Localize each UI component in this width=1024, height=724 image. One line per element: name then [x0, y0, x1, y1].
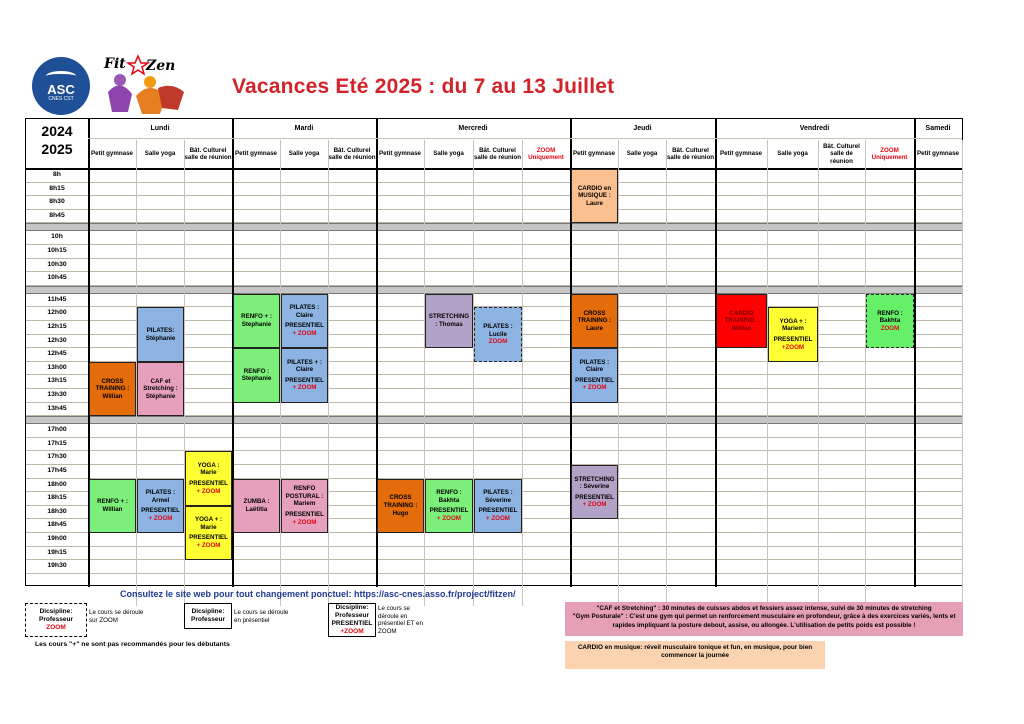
event-zoom-tag: + ZOOM	[437, 514, 461, 522]
event-mode: PRESENTIEL	[773, 336, 813, 344]
class-event[interactable]	[425, 479, 473, 533]
class-event[interactable]	[866, 294, 914, 348]
year-end: 2025	[41, 141, 73, 157]
grid-column-line	[818, 140, 819, 606]
event-mode: PRESENTIEL	[285, 511, 324, 519]
event-teacher: Willian	[102, 505, 123, 513]
event-zoom-tag: ZOOM	[880, 324, 900, 332]
event-teacher: Hugo	[392, 509, 409, 517]
event-discipline: RENFO POSTURAL :	[285, 485, 324, 500]
year-start: 2024	[41, 123, 73, 139]
class-event[interactable]	[233, 294, 280, 348]
time-label: 17h30	[47, 453, 67, 461]
event-zoom-tag: + ZOOM	[292, 330, 317, 338]
grid-column-line	[962, 140, 963, 606]
room-header: Bât. Culturel salle de réunion	[473, 146, 522, 161]
legend-both-title: Dicsipline: Professeur PRESENTIEL	[331, 604, 373, 627]
website-link[interactable]: Consultez le site web pour tout changement ponctuel: https://asc-cnes.asso.fr/project/fitzen/	[120, 589, 516, 599]
event-teacher: Stephanie	[241, 375, 272, 383]
grid-column-line	[473, 140, 474, 606]
time-gap-separator	[26, 223, 962, 231]
year-label	[26, 122, 88, 158]
time-label: 19h15	[47, 548, 67, 556]
time-label: 8h15	[49, 184, 65, 192]
legend-both-tag: +ZOOM	[340, 628, 364, 635]
day-header-jeudi: Jeudi	[570, 119, 715, 139]
legend-zoom-title: Dicsipline: Professeur	[39, 608, 73, 623]
asc-logo-subtext: CNES CST	[48, 95, 74, 102]
event-discipline: CROSS TRAINING :	[577, 309, 612, 325]
event-zoom-tag: + ZOOM	[292, 518, 317, 526]
time-label: 17h15	[47, 439, 67, 447]
class-event[interactable]	[233, 479, 280, 533]
info-cardio: CARDIO en musique: réveil musculaire tonique et fun, en musique, pour bien commencer la journée	[565, 641, 825, 669]
grid-row-line	[26, 573, 962, 574]
event-teacher: Stéphanie	[145, 334, 176, 342]
event-discipline: ZUMBA :	[243, 498, 270, 506]
class-event[interactable]	[474, 479, 522, 533]
time-label: 18h00	[47, 480, 67, 488]
time-label: 10h	[51, 233, 63, 241]
event-teacher: Bakhta	[438, 496, 460, 504]
class-event[interactable]	[571, 465, 618, 519]
grid-column-line	[865, 140, 866, 606]
event-discipline: YOGA :	[197, 461, 220, 469]
event-zoom-tag: + ZOOM	[486, 514, 510, 522]
room-header: Petit gymnase	[235, 150, 277, 158]
time-label: 13h45	[47, 404, 67, 412]
event-zoom-tag: + ZOOM	[582, 501, 607, 509]
class-event[interactable]	[377, 479, 424, 533]
legend-both-box	[328, 603, 376, 637]
room-header: Salle yoga	[144, 150, 176, 158]
class-event[interactable]	[185, 506, 232, 560]
event-zoom-tag: + ZOOM	[148, 514, 173, 522]
class-event[interactable]	[474, 307, 522, 361]
grid-column-line	[424, 140, 425, 606]
class-event[interactable]	[137, 362, 184, 416]
legend-zoom-desc: Le cours se déroule sur ZOOM	[89, 609, 144, 624]
schedule-grid	[25, 118, 963, 586]
event-teacher: Lucile	[489, 330, 507, 338]
time-label: 10h45	[47, 274, 67, 282]
event-discipline: PILATES :	[289, 304, 320, 312]
room-header: Salle yoga	[288, 150, 320, 158]
time-label: 12h15	[47, 323, 67, 330]
legend-zoom-tag: ZOOM	[46, 624, 66, 631]
class-event[interactable]	[571, 169, 618, 223]
event-discipline: CROSS TRAINING :	[383, 494, 418, 509]
grid-row-line	[26, 182, 962, 183]
room-header: Petit gymnase	[91, 150, 133, 158]
event-mode: PRESENTIEL	[189, 534, 228, 542]
time-label: 13h15	[47, 377, 67, 385]
event-teacher: Marie	[200, 523, 217, 531]
class-event[interactable]	[281, 294, 328, 348]
event-discipline: PILATES + :	[287, 358, 322, 366]
page-title: Vacances Eté 2025 : du 7 au 13 Juillet	[232, 75, 615, 98]
beginner-note: Les cours "+" ne sont pas recommandés pour les débutants	[35, 641, 230, 648]
time-label: 12h30	[47, 336, 67, 344]
grid-row-line	[26, 209, 962, 210]
event-discipline: RENFO + :	[241, 313, 272, 321]
legend-zoom-box	[25, 603, 87, 637]
event-teacher: Laëtitia	[245, 505, 268, 513]
day-header-mercredi: Mercredi	[376, 119, 570, 139]
event-mode: PRESENTIEL	[478, 507, 518, 515]
event-discipline: RENFO :	[436, 489, 462, 497]
class-event[interactable]	[137, 307, 184, 361]
event-teacher: Laure	[586, 199, 603, 207]
fitzen-logo	[98, 52, 188, 116]
room-header: Petit gymnase	[573, 150, 615, 158]
time-label: 18h30	[47, 507, 67, 515]
event-discipline: STRETCHING	[574, 475, 615, 483]
event-teacher: Willian	[102, 392, 123, 400]
room-header: Petit gymnase	[379, 150, 421, 158]
event-mode: PRESENTIEL	[189, 480, 228, 488]
grid-column-line	[618, 140, 619, 606]
event-discipline: RENFO :	[877, 309, 903, 317]
event-teacher: Stéphanie	[145, 392, 176, 400]
plane-icon	[46, 71, 76, 81]
day-header-samedi: Samedi	[914, 119, 962, 139]
event-discipline: RENFO + :	[97, 498, 128, 506]
legend-both-desc: Le cours se déroule en présentiel ET en ZOOM	[378, 605, 423, 635]
event-teacher: Laure	[586, 324, 603, 332]
event-discipline: PILATES :	[483, 489, 513, 497]
grid-row-line	[26, 559, 962, 560]
room-header: Bât. Culturel salle de réunion	[328, 146, 376, 161]
class-event[interactable]	[185, 451, 232, 505]
legend-presentiel-desc: Le cours se déroule en présentiel	[234, 609, 289, 624]
class-event[interactable]	[137, 479, 184, 533]
grid-column-line	[328, 140, 329, 606]
event-teacher: Séverine	[485, 496, 511, 504]
event-zoom-tag: ZOOM	[488, 338, 508, 346]
event-teacher: : Séverine	[579, 483, 610, 491]
grid-row-line	[26, 244, 962, 245]
time-label: 8h	[53, 171, 61, 178]
event-teacher: Mariem	[293, 500, 316, 508]
grid-row-line	[26, 258, 962, 259]
event-zoom-tag: + ZOOM	[292, 384, 317, 392]
event-teacher: Marie	[200, 469, 217, 477]
class-event[interactable]	[425, 294, 473, 348]
room-header: Salle yoga	[626, 150, 658, 158]
day-header-vendredi: Vendredi	[715, 119, 914, 139]
event-teacher: Claire	[295, 366, 314, 374]
event-mode: PRESENTIEL	[429, 507, 469, 515]
event-zoom-tag: + ZOOM	[196, 487, 221, 495]
event-discipline: CAF et Stretching :	[143, 377, 178, 393]
event-discipline: PILATES :	[483, 323, 513, 331]
time-label: 19h30	[47, 562, 67, 570]
time-label: 8h45	[49, 211, 65, 219]
event-zoom-tag: +ZOOM	[781, 343, 805, 351]
room-header: ZOOM Uniquement	[528, 146, 564, 161]
event-mode: PRESENTIEL	[141, 507, 180, 515]
event-discipline: CARDIO TRAINING :	[724, 309, 759, 325]
grid-row-line	[26, 464, 962, 465]
day-header-lundi: Lundi	[88, 119, 232, 139]
legend-presentiel-box	[184, 603, 232, 629]
event-mode: PRESENTIEL	[285, 376, 324, 384]
info-gym: "Gym Posturale" : C'est une gym qui permet un renforcement musculaire en profondeur, grâce à des exercices variés, lents et rapides impliquant la posture debout, assise, ou allongée. L'utilisation de petits poids est possible !	[572, 613, 956, 629]
class-event[interactable]	[716, 294, 767, 348]
time-label: 19h00	[47, 535, 67, 542]
room-header: ZOOM Uniquement	[871, 146, 908, 161]
class-event[interactable]	[571, 348, 618, 402]
time-label: 18h45	[47, 521, 67, 529]
event-teacher: : Thomas	[435, 320, 463, 328]
info-caf-gym	[565, 602, 963, 636]
grid-row-line	[26, 437, 962, 438]
room-header: Petit gymnase	[917, 150, 959, 158]
event-discipline: YOGA + :	[779, 317, 807, 325]
time-label: 10h15	[47, 247, 67, 254]
event-teacher: Willian	[731, 324, 752, 332]
grid-column-line	[767, 140, 768, 606]
event-teacher: Claire	[295, 311, 314, 319]
time-gap-separator	[26, 416, 962, 424]
event-discipline: PILATES :	[145, 489, 176, 497]
room-header: Bât. Culturel salle de réunion	[823, 142, 860, 165]
grid-row-line	[26, 450, 962, 451]
room-header: Bât. Culturel salle de réunion	[666, 146, 715, 161]
asc-logo-text: ASC	[47, 81, 75, 97]
time-label: 13h30	[47, 391, 67, 398]
event-mode: PRESENTIEL	[575, 376, 614, 384]
time-label: 8h30	[49, 198, 65, 206]
grid-column-line	[522, 140, 523, 606]
time-label: 17h00	[47, 426, 67, 434]
event-teacher: Claire	[585, 366, 604, 374]
grid-row-line	[26, 546, 962, 547]
time-label: 18h15	[47, 494, 67, 502]
grid-row-line	[26, 271, 962, 272]
class-event[interactable]	[89, 479, 136, 533]
event-discipline: STRETCHING	[428, 313, 470, 321]
event-teacher: Stephanie	[241, 320, 272, 328]
grid-column-line	[914, 119, 916, 587]
svg-text:Fit: Fit	[104, 56, 126, 72]
event-discipline: YOGA + :	[194, 516, 223, 524]
day-header-mardi: Mardi	[232, 119, 376, 139]
time-label: 17h45	[47, 467, 67, 474]
info-caf: "CAF et Stretching" : 30 minutes de cuisses abdos et fessiers assez intense, suivi de 30 minutes de stretching	[596, 605, 932, 612]
event-discipline: PILATES :	[579, 358, 610, 366]
event-teacher: Mariem	[782, 325, 804, 333]
event-zoom-tag: + ZOOM	[196, 542, 221, 550]
class-event[interactable]	[768, 307, 818, 361]
event-mode: PRESENTIEL	[575, 493, 614, 501]
event-discipline: CARDIO en MUSIQUE :	[577, 184, 612, 200]
room-header: Bât. Culturel salle de réunion	[184, 146, 232, 161]
asc-logo	[32, 57, 90, 115]
grid-column-line	[666, 140, 667, 606]
room-header: Petit gymnase	[720, 150, 762, 158]
time-label: 12h00	[47, 309, 67, 317]
class-event[interactable]	[281, 479, 328, 533]
time-label: 11h45	[47, 295, 67, 303]
event-discipline: CROSS TRAINING :	[95, 377, 130, 393]
room-header: Salle yoga	[777, 150, 808, 158]
class-event[interactable]	[233, 348, 280, 402]
time-label: 10h30	[47, 260, 67, 268]
time-label: 13h00	[47, 363, 67, 371]
svg-text:Zen: Zen	[146, 58, 176, 74]
legend-presentiel-title: Dicsipline: Professeur	[191, 608, 225, 623]
time-label: 12h45	[47, 350, 67, 358]
grid-row-line	[26, 195, 962, 196]
class-event[interactable]	[281, 348, 328, 402]
event-discipline: PILATES:	[146, 326, 175, 334]
grid-column-line	[715, 119, 717, 587]
class-event[interactable]	[89, 362, 136, 416]
event-zoom-tag: + ZOOM	[582, 384, 607, 392]
time-gap-separator	[26, 286, 962, 294]
event-teacher: Armel	[151, 496, 170, 504]
room-header: Salle yoga	[433, 150, 464, 158]
header-separator	[26, 168, 962, 170]
class-event[interactable]	[571, 294, 618, 348]
event-teacher: Bakhta	[879, 317, 901, 325]
event-discipline: RENFO :	[243, 367, 270, 375]
event-mode: PRESENTIEL	[285, 322, 324, 330]
